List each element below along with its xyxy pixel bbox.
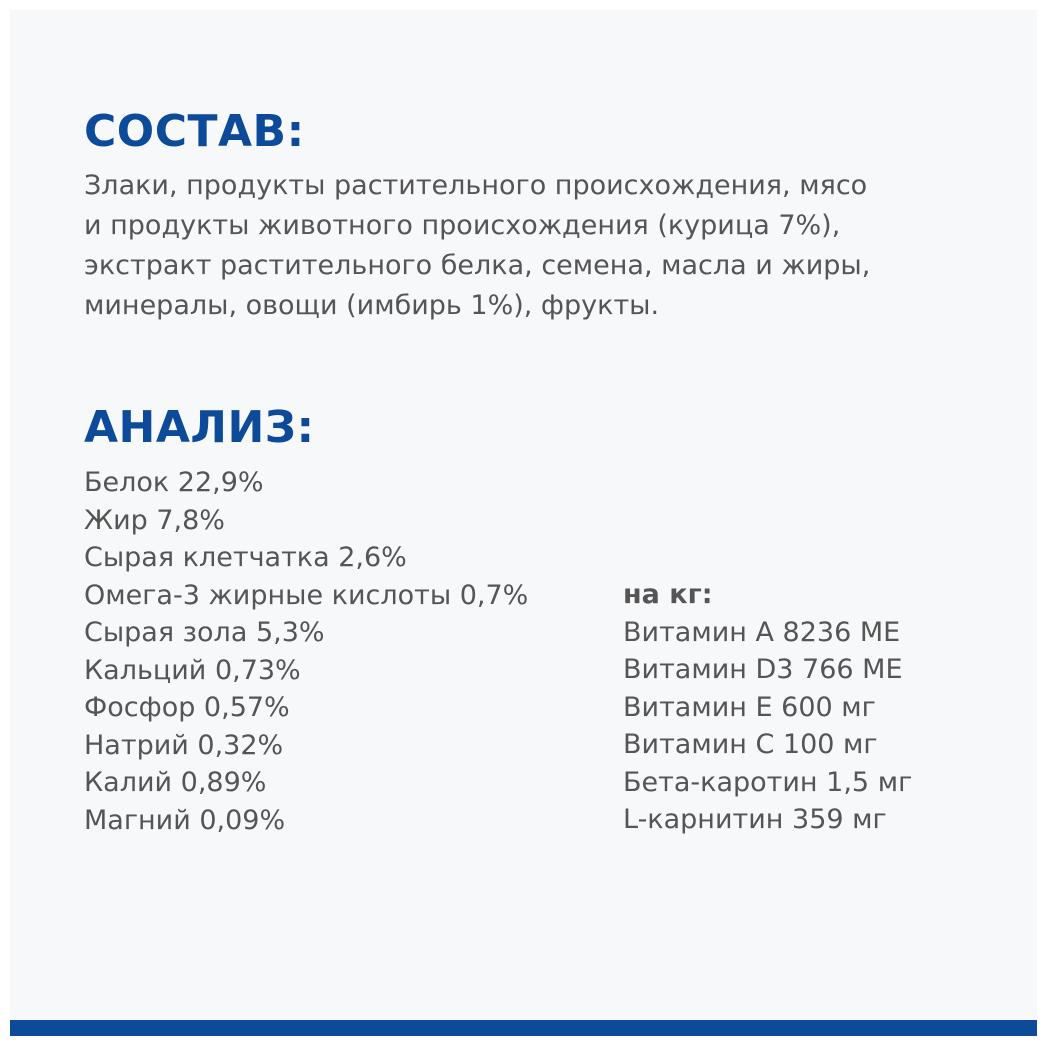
composition-text — [84, 166, 984, 326]
per-kg-list — [623, 614, 912, 839]
composition-heading: СОСТАВ: — [84, 106, 305, 157]
per-kg-item: L-карнитин 359 мг — [623, 804, 887, 835]
analysis-item: Сырая клетчатка 2,6% — [84, 542, 407, 573]
analysis-list — [84, 464, 528, 839]
composition-line: экстракт растительного белка, семена, масла и жиры, — [84, 250, 871, 281]
per-kg-item: Витамин А 8236 МЕ — [623, 616, 901, 648]
analysis-item: Сырая зола 5,3% — [84, 617, 325, 648]
analysis-item: Белок 22,9% — [84, 467, 264, 498]
analysis-item: Магний 0,09% — [84, 804, 286, 836]
per-kg-item: Витамин D3 766 МЕ — [623, 654, 903, 685]
analysis-item: Кальций 0,73% — [84, 654, 301, 686]
analysis-item: Омега-3 жирные кислоты 0,7% — [84, 579, 529, 611]
bottom-accent-bar — [10, 1020, 1037, 1036]
analysis-item: Фосфор 0,57% — [84, 692, 290, 723]
analysis-item: Натрий 0,32% — [84, 729, 284, 761]
composition-line: минералы, овощи (имбирь 1%), фрукты. — [84, 290, 660, 321]
analysis-item: Калий 0,89% — [84, 767, 267, 798]
per-kg-block — [623, 576, 912, 839]
per-kg-item: Бета-каротин 1,5 мг — [623, 766, 913, 798]
per-kg-title: на кг: — [623, 579, 713, 610]
composition-line: Злаки, продукты растительного происхождения, мясо — [84, 170, 868, 201]
per-kg-item: Витамин С 100 мг — [623, 729, 878, 760]
per-kg-item: Витамин Е 600 мг — [623, 691, 876, 723]
composition-line: и продукты животного происхождения (курица 7%), — [84, 210, 841, 241]
analysis-item: Жир 7,8% — [84, 504, 225, 536]
analysis-heading: АНАЛИЗ: — [84, 402, 315, 453]
